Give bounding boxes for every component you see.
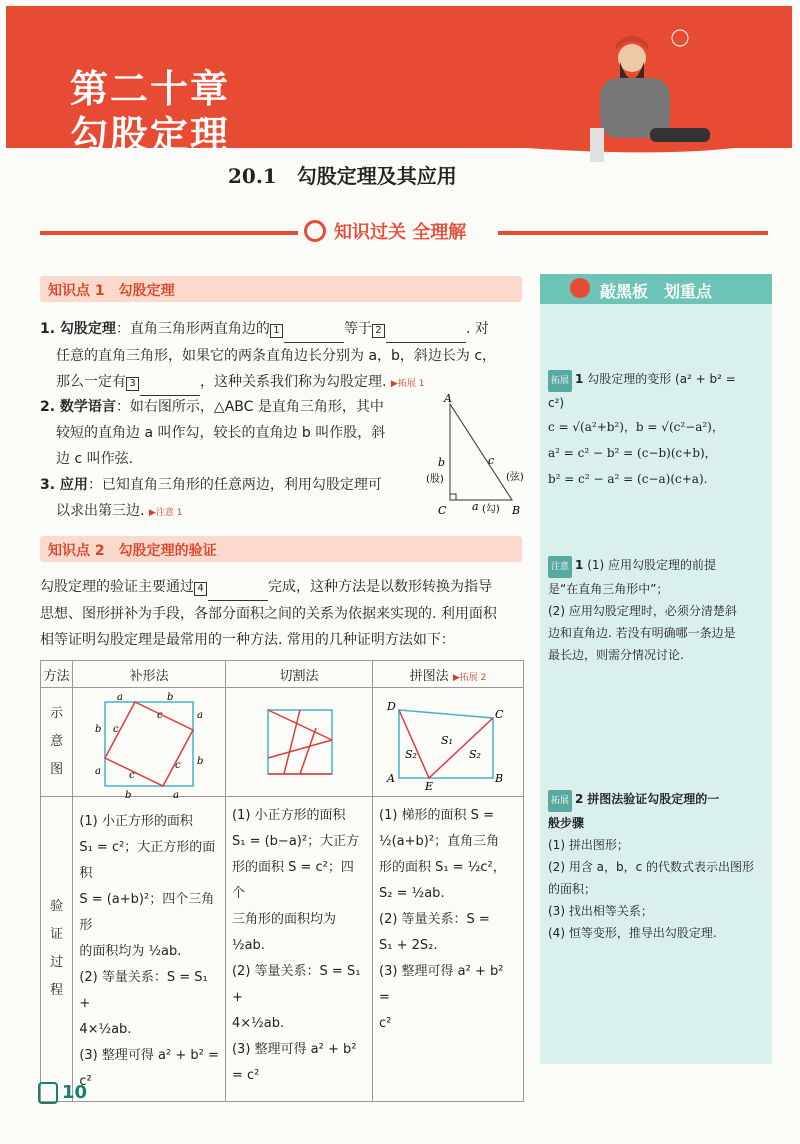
blank-1[interactable] (284, 316, 344, 343)
ext2-line: (2) 用含 a，b，c 的代数式表示出图形 (548, 860, 755, 874)
fig1-bottom-a: a (173, 790, 180, 801)
fig1-left-b: b (95, 724, 102, 735)
item2-line1: ：如右图所示，△ABC 是直角三角形，其中 (115, 399, 384, 415)
side-a-label: a (472, 500, 479, 513)
note1-tag[interactable]: 注意 (548, 556, 572, 578)
ext2-tag[interactable]: 拓展 (548, 790, 572, 812)
ext2-title: 拼图法验证勾股定理的一 (587, 792, 720, 806)
ext2-line: 般步骤 (548, 816, 585, 830)
p2-line: (1) 小正方形的面积 (231, 808, 346, 823)
th-jigsaw (373, 661, 524, 688)
ext1-title2: c²) (548, 396, 565, 410)
section-title: 20.1 勾股定理及其应用 (228, 164, 457, 188)
th-cutting: 切割法 (225, 661, 372, 688)
note1-line: 边和直角边. 若没有明确哪一条边是 (548, 626, 736, 640)
p1-line: (1) 小正方形的面积 (79, 814, 193, 829)
side-a-name: (勾) (482, 504, 500, 515)
right-triangle-figure (422, 390, 532, 520)
proof-cutting (225, 797, 372, 1102)
fig3-S2-left: S₂ (405, 748, 417, 761)
ext2-line: (4) 恒等变形，推导出勾股定理. (548, 926, 717, 940)
ext2-line: (1) 拼出图形； (548, 838, 629, 852)
p2-line: (3) 整理可得 a² + b² = c² (231, 1042, 357, 1083)
page-number: 10 (62, 1082, 88, 1103)
trapezoid-figure (373, 688, 523, 792)
row1-char-3: 图 (50, 762, 64, 777)
page-logo-icon (38, 1082, 58, 1104)
p2-line: 4×½ab. (231, 1016, 285, 1031)
p1-line: (3) 整理可得 a² + b² = c² (79, 1048, 219, 1089)
ext1-formula-1: c = √(a²+b²)，b = √(c²−a²)， (548, 420, 724, 434)
proof-complement (73, 797, 226, 1102)
item1-text-a: ：直角三角形两直角边的 (115, 321, 270, 337)
fig3-B: B (495, 772, 504, 785)
p2-line: (2) 等量关系：S = S₁ + (231, 964, 361, 1005)
ext1-title: 勾股定理的变形 (a² + b² = (587, 372, 736, 386)
fig1-c-3: c (175, 760, 181, 771)
item1-label: 1. 勾股定理 (40, 321, 116, 337)
complement-square-figure (73, 688, 223, 801)
p3-line: 形的面积 S₁ = ½c²， (379, 860, 506, 875)
diagram-complement (73, 688, 226, 801)
kp1-item-1 (40, 316, 530, 397)
fig1-c-2: c (113, 724, 119, 735)
item1-line2: 任意的直角三角形，如果它的两条直角边长分别为 a，b，斜边长为 c， (56, 348, 497, 364)
chapter-number: 第二十章 (70, 67, 231, 111)
teacher-icon (570, 278, 590, 298)
fig1-left-a: a (95, 766, 102, 777)
illustration-person-icon (570, 18, 720, 168)
item1-line3b: ，这种关系我们称为勾股定理. (200, 374, 387, 390)
item2-line3: 边 c 叫作弦. (56, 451, 134, 467)
kp2-line3: 相等证明勾股定理是最常用的一种方法. 常用的几种证明方法如下： (40, 632, 455, 648)
th-complement: 补形法 (73, 661, 226, 688)
diagram-cutting (225, 688, 372, 797)
ext2-line: 的面积； (548, 882, 597, 896)
key-points-header (540, 274, 772, 304)
row2-char-4: 程 (50, 983, 64, 998)
p3-line: ½(a+b)²；直角三角 (379, 834, 500, 849)
banner-swirl-icon (304, 220, 326, 242)
side-b-name: (股) (426, 474, 444, 485)
proof-methods-table (40, 660, 524, 1102)
note1-num: 1 (575, 558, 584, 572)
p1-line: S₁ = c²；大正方形的面积 (79, 840, 216, 881)
blank-number-1: 1 (270, 324, 283, 338)
fig3-D: D (387, 700, 396, 713)
banner-title: 知识过关 全理解 (334, 222, 467, 243)
row-diagram-label (41, 688, 73, 797)
kp2-paragraph (40, 574, 530, 653)
kp1-title: 知识点 1 勾股定理 (48, 283, 175, 299)
fig1-right-b: b (197, 756, 204, 767)
p1-line: 4×½ab. (79, 1022, 132, 1037)
row1-char-2: 意 (50, 734, 64, 749)
blank-number-4: 4 (194, 582, 207, 596)
vertex-a-label: A (444, 392, 452, 405)
p1-line: S = (a+b)²；四个三角形 (79, 892, 215, 933)
diagram-jigsaw (373, 688, 524, 797)
p1-line: (2) 等量关系：S = S₁ + (79, 970, 208, 1011)
ext1-num: 1 (575, 372, 584, 386)
note-1-block (548, 554, 770, 666)
ext2-num: 2 (575, 792, 584, 806)
ext2-line: (3) 找出相等关系； (548, 904, 653, 918)
p3-line: c² (379, 1016, 392, 1031)
note1-line: 是“在直角三角形中”； (548, 582, 669, 596)
th-method: 方法 (41, 661, 73, 688)
row1-char-1: 示 (50, 706, 64, 721)
fig1-top-b: b (167, 692, 174, 703)
vertex-c-label: C (438, 504, 447, 517)
p2-line: 形的面积 S = c²；四个 (231, 860, 354, 901)
p3-line: S₁ + 2S₂. (379, 938, 438, 953)
row-proof-label (41, 797, 73, 1102)
item1-text-c: . 对 (465, 321, 489, 337)
item2-label: 2. 数学语言 (40, 399, 116, 415)
p2-line: 三角形的面积均为 (231, 912, 336, 927)
side-b-label: b (438, 456, 446, 469)
kp1-item-2 (40, 394, 430, 472)
knowledge-point-1-header (40, 276, 522, 302)
extension-tag-2[interactable]: ▶拓展 2 (452, 672, 487, 683)
fig3-S2-right: S₂ (469, 748, 481, 761)
blank-4[interactable] (208, 574, 268, 601)
p3-line: S₂ = ½ab. (379, 886, 445, 901)
side-c-label: c (488, 454, 495, 467)
blank-3[interactable] (140, 369, 200, 396)
blank-number-3: 3 (126, 377, 139, 391)
knowledge-point-2-header (40, 536, 522, 562)
item1-text-b: 等于 (343, 321, 372, 337)
blank-2[interactable] (386, 316, 466, 343)
fig1-c-1: c (157, 710, 163, 721)
row2-char-3: 过 (50, 955, 64, 970)
p2-line: S₁ = (b−a)²；大正方 (231, 834, 360, 849)
p3-line: (3) 整理可得 a² + b² = (379, 964, 504, 1005)
key-points-title: 敲黑板 划重点 (600, 282, 713, 301)
item1-line3a: 那么一定有 (56, 374, 126, 390)
cutting-square-figure (226, 688, 372, 792)
fig3-S1: S₁ (441, 734, 453, 747)
fig3-E: E (425, 780, 434, 793)
kp2-line1b: 完成，这种方法是以数形转换为指导 (268, 579, 492, 595)
note1-line: (1) 应用勾股定理的前提 (587, 558, 717, 572)
item3-line2: 以求出第三边. (56, 503, 145, 519)
banner-line-right (498, 231, 768, 235)
fig1-top-a: a (117, 692, 124, 703)
fig1-c-4: c (129, 770, 135, 781)
proof-jigsaw (373, 797, 524, 1102)
p2-line: ½ab. (231, 938, 265, 953)
ext1-tag[interactable]: 拓展 (548, 370, 572, 392)
extension-tag-1[interactable]: ▶拓展 1 (390, 379, 425, 389)
row2-char-1: 验 (50, 899, 64, 914)
fig1-right-a: a (197, 710, 204, 721)
chapter-title: 勾股定理 (70, 113, 231, 157)
item2-line2: 较短的直角边 a 叫作勾，较长的直角边 b 叫作股，斜 (56, 425, 386, 441)
note-tag-1[interactable]: ▶注意 1 (148, 508, 183, 518)
vertex-b-label: B (512, 504, 521, 517)
kp1-item-3 (40, 472, 430, 526)
p3-line: (2) 等量关系：S = (379, 912, 490, 927)
item3-label: 3. 应用 (40, 477, 88, 493)
item3-line1: ：已知直角三角形的任意两边，利用勾股定理可 (87, 477, 382, 493)
kp2-line1a: 勾股定理的验证主要通过 (40, 579, 194, 595)
note1-line: 最长边，则需分情况讨论. (548, 648, 684, 662)
fig3-C: C (495, 708, 504, 721)
extension-1-block (548, 368, 768, 492)
row2-char-2: 证 (50, 927, 64, 942)
blank-number-2: 2 (372, 324, 385, 338)
fig1-bottom-b: b (125, 790, 132, 801)
extension-2-block (548, 788, 770, 944)
banner-line-left (40, 231, 298, 235)
side-c-name: (弦) (506, 472, 524, 483)
ext1-formula-2: a² = c² − b² = (c−b)(c+b)， (548, 446, 717, 460)
ext1-formula-3: b² = c² − a² = (c−a)(c+a). (548, 472, 708, 486)
kp2-line2: 思想、图形拼补为手段，各部分面积之间的关系为依据来实现的. 利用面积 (40, 606, 497, 622)
p3-line: (1) 梯形的面积 S = (379, 808, 494, 823)
note1-line: (2) 应用勾股定理时，必须分清楚斜 (548, 604, 737, 618)
th-jigsaw-label: 拼图法 (409, 668, 449, 684)
fig3-A: A (387, 772, 395, 785)
kp2-title: 知识点 2 勾股定理的验证 (48, 543, 217, 559)
p1-line: 的面积均为 ½ab. (79, 944, 182, 959)
